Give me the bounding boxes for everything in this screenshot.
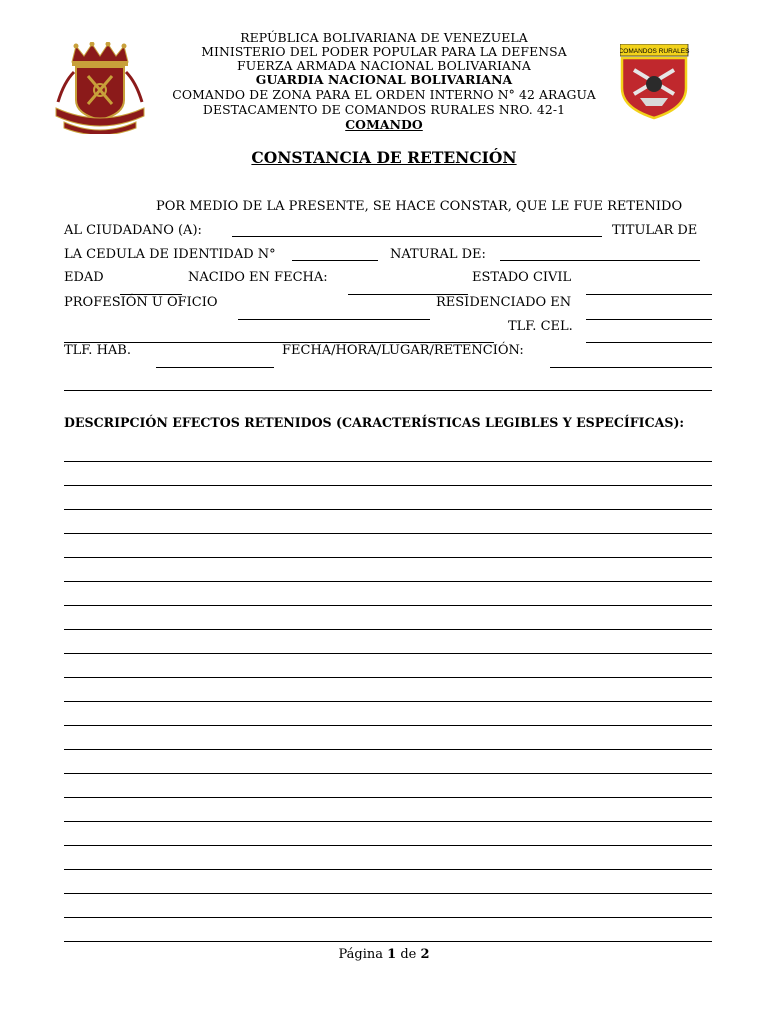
description-line[interactable] xyxy=(64,581,712,582)
estado-civil-label: ESTADO CIVIL xyxy=(472,270,572,285)
cedula-label: LA CEDULA DE IDENTIDAD N° xyxy=(64,247,276,262)
tlf-hab-field[interactable] xyxy=(156,367,274,368)
description-line[interactable] xyxy=(64,629,712,630)
ciudadano-field[interactable] xyxy=(232,236,602,237)
fecha-hora-field-continued[interactable] xyxy=(64,390,712,391)
cedula-field[interactable] xyxy=(292,260,378,261)
guardia-nacional-crest-icon xyxy=(50,42,150,138)
page-footer xyxy=(0,947,768,962)
natural-field[interactable] xyxy=(500,260,700,261)
description-line[interactable] xyxy=(64,773,712,774)
fecha-hora-label: FECHA/HORA/LUGAR/RETENCIÓN: xyxy=(282,343,524,358)
tlf-hab-label: TLF. HAB. xyxy=(64,343,131,358)
residenciado-field[interactable] xyxy=(586,319,712,320)
header-line-destacamento: DESTACAMENTO DE COMANDOS RURALES NRO. 42-1 xyxy=(202,102,566,117)
profesion-field[interactable] xyxy=(238,319,430,320)
description-heading: DESCRIPCIÓN EFECTOS RETENIDOS (CARACTERÍSTICAS LEGIBLES Y ESPECÍFICAS): xyxy=(64,415,685,430)
description-line[interactable] xyxy=(64,893,712,894)
header-line-ministerio: MINISTERIO DEL PODER POPULAR PARA LA DEFENSA xyxy=(201,44,567,59)
total-pages-number: 2 xyxy=(420,947,430,962)
current-page-number: 1 xyxy=(387,947,397,962)
description-line[interactable] xyxy=(64,701,712,702)
description-line[interactable] xyxy=(64,749,712,750)
header-line-comando-zona: COMANDO DE ZONA PARA EL ORDEN INTERNO N° 42 ARAGUA xyxy=(172,87,596,102)
tlf-cel-field[interactable] xyxy=(586,342,712,343)
description-line[interactable] xyxy=(64,533,712,534)
header-line-guardia: GUARDIA NACIONAL BOLIVARIANA xyxy=(255,72,513,87)
nacido-label: NACIDO EN FECHA: xyxy=(188,270,328,285)
header-line-comando: COMANDO xyxy=(345,117,423,132)
tlf-cel-label: TLF. CEL. xyxy=(508,319,573,334)
comandos-rurales-badge-icon xyxy=(620,44,690,124)
description-line[interactable] xyxy=(64,509,712,510)
description-line[interactable] xyxy=(64,677,712,678)
description-line[interactable] xyxy=(64,557,712,558)
ciudadano-label: AL CIUDADANO (A): xyxy=(64,223,202,238)
profesion-label: PROFESIÓN U OFICIO xyxy=(64,295,218,310)
description-line[interactable] xyxy=(64,461,712,462)
description-line[interactable] xyxy=(64,869,712,870)
header-line-fuerza-armada: FUERZA ARMADA NACIONAL BOLIVARIANA xyxy=(237,58,531,73)
edad-label: EDAD xyxy=(64,270,104,285)
header-line-republica: REPÚBLICA BOLIVARIANA DE VENEZUELA xyxy=(240,30,528,45)
description-line[interactable] xyxy=(64,725,712,726)
description-line[interactable] xyxy=(64,605,712,606)
description-line[interactable] xyxy=(64,917,712,918)
intro-text: POR MEDIO DE LA PRESENTE, SE HACE CONSTAR, QUE LE FUE RETENIDO xyxy=(156,199,683,214)
of-word: de xyxy=(400,947,417,962)
description-line[interactable] xyxy=(64,797,712,798)
description-line[interactable] xyxy=(64,845,712,846)
natural-label: NATURAL DE: xyxy=(390,247,486,262)
titular-label: TITULAR DE xyxy=(612,223,698,238)
document-title: CONSTANCIA DE RETENCIÓN xyxy=(251,148,517,167)
page-word: Página xyxy=(338,947,383,962)
description-line[interactable] xyxy=(64,821,712,822)
fecha-hora-field[interactable] xyxy=(550,367,712,368)
description-line[interactable] xyxy=(64,653,712,654)
estado-civil-field[interactable] xyxy=(586,294,712,295)
residenciado-label: RESIDENCIADO EN xyxy=(436,295,572,310)
description-line[interactable] xyxy=(64,485,712,486)
description-line[interactable] xyxy=(64,941,712,942)
badge-label: COMANDOS RURALES xyxy=(620,48,690,55)
